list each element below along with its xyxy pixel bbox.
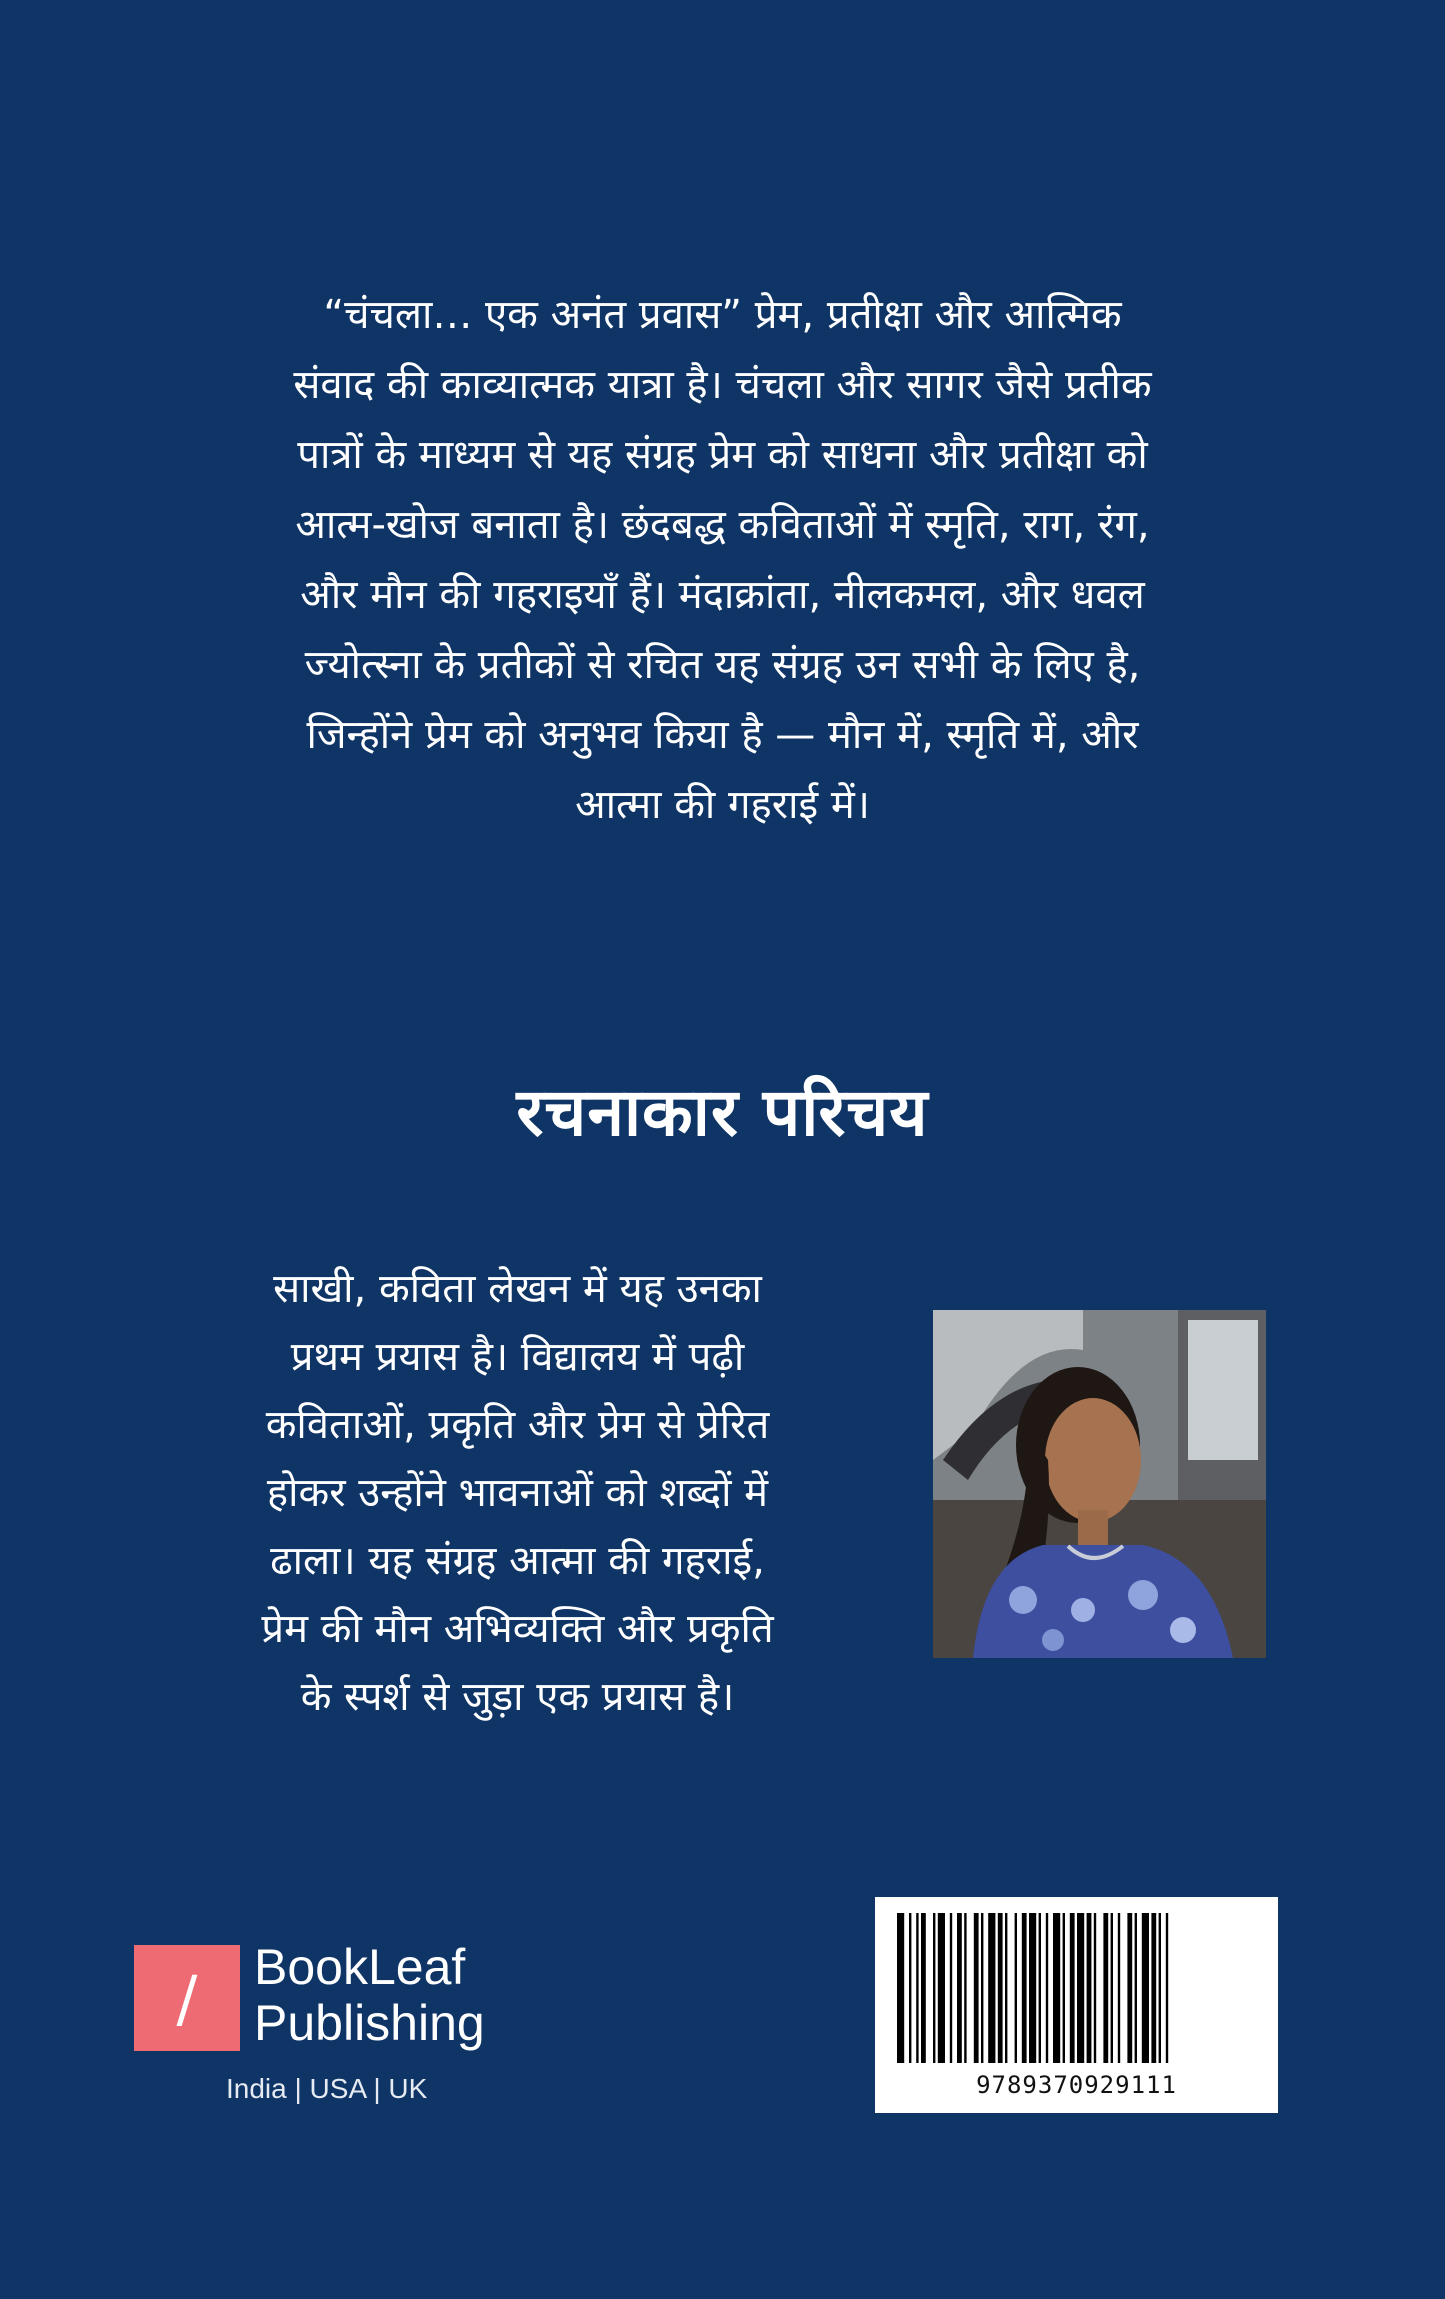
bio-line: होकर उन्होंने भावनाओं को शब्दों में bbox=[266, 1470, 769, 1516]
blurb-line: पात्रों के माध्यम से यह संग्रह प्रेम को साधना और प्रतीक्षा को bbox=[297, 432, 1148, 478]
bio-line: प्रथम प्रयास है। विद्यालय में पढ़ी bbox=[290, 1334, 745, 1380]
blurb-line: संवाद की काव्यात्मक यात्रा है। चंचला और सागर जैसे प्रतीक bbox=[293, 362, 1152, 408]
blurb-line: आत्मा की गहराई में। bbox=[575, 782, 870, 828]
author-intro-heading: रचनाकार परिचय bbox=[516, 1074, 929, 1151]
publisher-countries: India | USA | UK bbox=[226, 2073, 428, 2104]
publisher-mark: / bbox=[134, 1945, 240, 2051]
bio-line: प्रेम की मौन अभिव्यक्ति और प्रकृति bbox=[261, 1606, 774, 1652]
bio-line: साखी, कविता लेखन में यह उनका bbox=[273, 1266, 762, 1312]
author-photo bbox=[933, 1310, 1266, 1658]
blurb-line: “चंचला… एक अनंत प्रवास” प्रेम, प्रतीक्षा और आत्मिक bbox=[323, 292, 1122, 338]
isbn-barcode bbox=[875, 1897, 1278, 2113]
author-bio bbox=[170, 1255, 865, 1731]
book-blurb bbox=[120, 280, 1325, 840]
publisher-name-line2: Publishing bbox=[254, 1995, 485, 2051]
bio-line: के स्पर्श से जुड़ा एक प्रयास है। bbox=[300, 1674, 735, 1720]
bio-line: कविताओं, प्रकृति और प्रेम से प्रेरित bbox=[265, 1402, 770, 1448]
isbn-number: 9789370929111 bbox=[976, 2071, 1177, 2099]
blurb-line: और मौन की गहराइयाँ हैं। मंदाक्रांता, नीलकमल, और धवल bbox=[300, 572, 1145, 618]
barcode-bars bbox=[893, 1913, 1260, 2063]
author-portrait-illustration bbox=[933, 1310, 1266, 1658]
blurb-line: आत्म-खोज बनाता है। छंदबद्ध कविताओं में स्मृति, राग, रंग, bbox=[295, 502, 1150, 548]
blurb-line: ज्योत्स्ना के प्रतीकों से रचित यह संग्रह उन सभी के लिए है, bbox=[304, 642, 1141, 688]
bio-line: ढाला। यह संग्रह आत्मा की गहराई, bbox=[270, 1538, 765, 1584]
blurb-line: जिन्होंने प्रेम को अनुभव किया है — मौन में, स्मृति में, और bbox=[306, 712, 1139, 758]
publisher-name bbox=[254, 1939, 584, 2051]
publisher-name-line1: BookLeaf bbox=[254, 1939, 466, 1995]
